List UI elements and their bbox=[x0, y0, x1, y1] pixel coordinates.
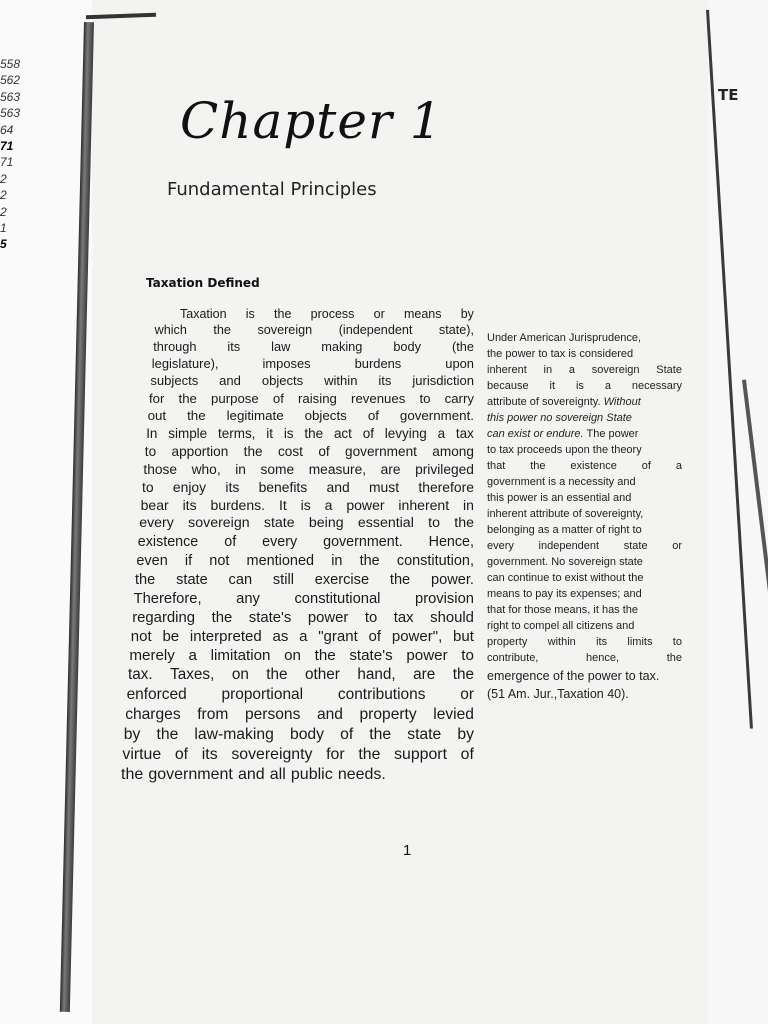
paragraph-word: not bbox=[130, 627, 152, 645]
paragraph-line bbox=[118, 513, 474, 531]
paragraph-word: (independent bbox=[338, 323, 413, 338]
side-note-text: The power bbox=[583, 428, 639, 440]
paragraph-word: legitimate bbox=[226, 408, 284, 424]
paragraph-word: virtue bbox=[122, 745, 162, 763]
side-note-text: this power is an essential and bbox=[487, 492, 632, 504]
side-note-line bbox=[487, 378, 682, 394]
paragraph-word: constitution, bbox=[396, 552, 474, 569]
paragraph-word: public bbox=[290, 766, 333, 784]
paragraph-word: government bbox=[345, 443, 417, 459]
paragraph-word: by bbox=[457, 725, 474, 743]
paragraph-word: are bbox=[413, 665, 436, 683]
paragraph-word: which bbox=[154, 323, 187, 338]
paragraph-word: in bbox=[463, 497, 474, 514]
side-note-text: inherent attribute of sovereignty, bbox=[487, 508, 644, 520]
side-note-text: right to compel all citizens and bbox=[487, 620, 635, 632]
top-rule bbox=[86, 13, 156, 19]
paragraph-word: of bbox=[362, 425, 374, 441]
paragraph-line bbox=[118, 664, 474, 684]
paragraph-word: purpose bbox=[211, 390, 259, 406]
paragraph-word: but bbox=[453, 627, 474, 645]
paragraph-word: limitation bbox=[210, 647, 271, 665]
paragraph-line bbox=[118, 724, 474, 744]
paragraph-word: simple bbox=[168, 425, 208, 441]
paragraph-line bbox=[118, 406, 474, 424]
paragraph-word: should bbox=[430, 609, 474, 626]
paragraph-word: interpreted bbox=[189, 627, 262, 645]
paragraph-word: In bbox=[146, 425, 158, 441]
side-note-text: inherent bbox=[487, 364, 527, 376]
side-note-text: to tax proceeds upon the theory bbox=[487, 444, 642, 456]
paragraph-word: law-making bbox=[194, 725, 274, 743]
paragraph-line bbox=[118, 704, 474, 724]
side-note-text: its bbox=[596, 636, 608, 648]
paragraph-word: Hence, bbox=[428, 533, 474, 550]
margin-fragment: 2 bbox=[0, 204, 7, 219]
paragraph-word: be bbox=[162, 627, 180, 645]
side-note-text: State bbox=[656, 364, 682, 376]
paragraph-word: privileged bbox=[415, 461, 474, 477]
paragraph-word: burdens bbox=[354, 356, 402, 372]
side-note-line bbox=[487, 522, 682, 538]
paragraph-word: its bbox=[201, 745, 218, 763]
paragraph-line bbox=[118, 459, 474, 477]
paragraph-word: a bbox=[299, 627, 308, 645]
paragraph-word: hand, bbox=[357, 665, 396, 683]
paragraph-word: a bbox=[324, 497, 333, 514]
paragraph-word: through bbox=[153, 339, 197, 355]
paragraph-word: to bbox=[461, 647, 474, 665]
side-note-text: hence, bbox=[586, 652, 620, 664]
side-note-text: existence bbox=[570, 460, 617, 472]
paragraph-word: apportion bbox=[171, 443, 229, 459]
paragraph-word: mentioned bbox=[246, 552, 315, 569]
side-note-text: a bbox=[604, 380, 611, 392]
paragraph-word: of bbox=[174, 745, 189, 763]
paragraph-word: or bbox=[460, 685, 474, 703]
paragraph-word: tax bbox=[393, 609, 414, 626]
side-note-line bbox=[487, 330, 682, 346]
paragraph-word: the bbox=[266, 665, 288, 683]
side-note-text: necessary bbox=[631, 380, 682, 392]
paragraph-word: making bbox=[321, 339, 363, 355]
paragraph-word: legislature), bbox=[151, 356, 219, 372]
paragraph-line bbox=[118, 645, 474, 664]
paragraph-word: the bbox=[211, 609, 233, 626]
side-note-text: to bbox=[672, 636, 682, 648]
paragraph-word: benefits bbox=[258, 478, 308, 495]
margin-fragment: 563 bbox=[0, 89, 21, 104]
side-note-text: that bbox=[487, 460, 506, 472]
paragraph-word: objects bbox=[304, 408, 347, 424]
side-note-line bbox=[487, 650, 682, 666]
paragraph-word: the bbox=[369, 725, 392, 743]
paragraph-word: among bbox=[432, 443, 474, 459]
paragraph-word: merely bbox=[129, 647, 175, 665]
paragraph-word: of bbox=[460, 745, 474, 763]
paragraph-word: power bbox=[307, 609, 349, 626]
paragraph-word: enjoy bbox=[172, 478, 207, 495]
paragraph-word: being bbox=[308, 515, 344, 532]
paragraph-word: the bbox=[187, 408, 206, 424]
paragraph-word: for bbox=[326, 745, 345, 763]
paragraph-word: on bbox=[284, 647, 301, 665]
paragraph-word: the bbox=[314, 647, 336, 665]
paragraph-word: Therefore, bbox=[133, 590, 202, 607]
main-paragraph bbox=[118, 304, 474, 784]
paragraph-word: sovereign bbox=[257, 323, 313, 338]
margin-fragment: 71 bbox=[0, 155, 14, 170]
paragraph-line bbox=[118, 588, 474, 607]
paragraph-word: on bbox=[231, 665, 249, 683]
side-note-text: means to pay its expenses; and bbox=[487, 588, 642, 600]
paragraph-word: charges bbox=[125, 705, 181, 723]
paragraph-line bbox=[118, 477, 474, 495]
paragraph-word: of bbox=[368, 627, 382, 645]
paragraph-line bbox=[118, 354, 474, 371]
paragraph-word: body bbox=[393, 339, 422, 355]
paragraph-line bbox=[118, 607, 474, 626]
paragraph-word: "grant bbox=[318, 627, 358, 645]
paragraph-word: provision bbox=[415, 590, 474, 607]
paragraph-line bbox=[118, 550, 474, 569]
paragraph-word: therefore bbox=[418, 478, 474, 495]
margin-fragment: 558 bbox=[0, 57, 21, 71]
paragraph-word: carry bbox=[444, 390, 474, 406]
side-note-text: emergence of the power to tax. bbox=[487, 669, 660, 683]
side-note-line bbox=[487, 442, 682, 458]
paragraph-word: levying bbox=[384, 425, 427, 441]
paragraph-word: to bbox=[142, 478, 154, 495]
paragraph-word: persons bbox=[244, 705, 301, 723]
margin-fragment: 562 bbox=[0, 73, 21, 88]
paragraph-word: jurisdiction bbox=[412, 373, 474, 389]
side-note-text: it bbox=[549, 380, 556, 392]
side-note-text: sovereign bbox=[591, 364, 640, 376]
paragraph-word: Taxes, bbox=[170, 665, 215, 683]
side-note-text: contribute, bbox=[487, 652, 539, 664]
side-note-text: a bbox=[675, 460, 682, 472]
paragraph-word: who, bbox=[191, 461, 221, 477]
side-note-text: the power to tax is considered bbox=[487, 348, 634, 360]
paragraph-word: of bbox=[318, 443, 330, 459]
paragraph-word: as bbox=[272, 627, 289, 645]
paragraph-word: for bbox=[149, 390, 165, 406]
paragraph-line bbox=[118, 626, 474, 645]
paragraph-line bbox=[118, 304, 474, 321]
side-note-text: Under American Jurisprudence, bbox=[487, 332, 642, 344]
paragraph-word: some bbox=[260, 461, 295, 477]
paragraph-word: exercise bbox=[314, 571, 370, 588]
paragraph-line bbox=[118, 569, 474, 588]
paragraph-word: proportional bbox=[221, 685, 304, 703]
side-note-line bbox=[487, 426, 682, 442]
paragraph-word: the bbox=[121, 766, 144, 784]
paragraph-word: must bbox=[368, 478, 400, 495]
paragraph-word: inherent bbox=[398, 497, 450, 514]
paragraph-word: act bbox=[333, 425, 352, 441]
side-note-text: limits bbox=[627, 636, 653, 648]
side-note-text: belonging as a matter of right to bbox=[487, 524, 642, 536]
paragraph-word: contributions bbox=[337, 685, 426, 703]
paragraph-line bbox=[118, 744, 474, 764]
paragraph-word: its bbox=[182, 497, 197, 514]
paragraph-word: every bbox=[139, 515, 174, 532]
paragraph-word: of bbox=[367, 408, 379, 424]
paragraph-word: support bbox=[394, 745, 447, 763]
paragraph-word: the bbox=[156, 725, 179, 743]
paragraph-word: in bbox=[331, 552, 343, 569]
side-note-line bbox=[487, 570, 682, 586]
side-note-line bbox=[487, 538, 682, 554]
paragraph-line bbox=[118, 388, 474, 405]
paragraph-word: it bbox=[266, 425, 273, 441]
paragraph-word: other bbox=[305, 665, 340, 683]
paragraph-line bbox=[118, 321, 474, 338]
side-note-line bbox=[487, 586, 682, 602]
section-heading: Taxation Defined bbox=[146, 276, 260, 290]
side-note-text: within bbox=[547, 636, 576, 648]
paragraph-word: bear bbox=[140, 497, 169, 514]
side-note-text: government is a necessity and bbox=[487, 476, 636, 488]
side-note bbox=[487, 330, 682, 702]
paragraph-word: still bbox=[272, 571, 294, 588]
paragraph-word: state), bbox=[438, 323, 474, 338]
margin-fragment: 5 bbox=[0, 237, 7, 252]
side-note-line bbox=[487, 602, 682, 618]
side-note-text: attribute of sovereignty. bbox=[487, 396, 604, 408]
paragraph-word: the bbox=[389, 571, 411, 588]
side-note-text: because bbox=[487, 380, 529, 392]
paragraph-word: body bbox=[289, 725, 325, 743]
paragraph-word: tax bbox=[455, 425, 474, 441]
paragraph-line bbox=[118, 441, 474, 459]
paragraph-word: government. bbox=[323, 533, 403, 550]
paragraph-word: process bbox=[310, 306, 355, 321]
paragraph-line bbox=[118, 495, 474, 513]
paragraph-word: or bbox=[373, 306, 385, 321]
paragraph-word: the bbox=[213, 323, 231, 338]
paragraph-word: and bbox=[237, 766, 265, 784]
side-note-line bbox=[487, 346, 682, 362]
chapter-subtitle: Fundamental Principles bbox=[167, 179, 377, 200]
paragraph-word: the bbox=[274, 306, 292, 321]
paragraph-line bbox=[118, 764, 474, 784]
paragraph-word: regarding bbox=[132, 609, 196, 626]
side-note-line bbox=[487, 618, 682, 634]
paragraph-word: government bbox=[148, 766, 233, 784]
paragraph-word: law bbox=[271, 339, 291, 355]
paragraph-word: Taxation bbox=[180, 306, 227, 321]
paragraph-word: revenues bbox=[351, 390, 406, 406]
paragraph-word: if bbox=[184, 552, 193, 569]
margin-fragment: 2 bbox=[0, 171, 7, 186]
paragraph-word: all bbox=[269, 766, 286, 784]
paragraph-word: sovereignty bbox=[231, 745, 313, 763]
paragraph-word: property bbox=[359, 705, 417, 723]
paragraph-word: even bbox=[136, 552, 168, 569]
paragraph-word: within bbox=[324, 373, 358, 389]
paragraph-word: of bbox=[272, 390, 284, 406]
paragraph-word: cost bbox=[277, 443, 303, 459]
side-note-text: that for those means, it has the bbox=[487, 604, 639, 616]
paragraph-line bbox=[118, 531, 474, 550]
side-note-line bbox=[487, 362, 682, 378]
paragraph-word: measure, bbox=[308, 461, 367, 477]
paragraph-word: government. bbox=[399, 408, 474, 424]
margin-fragment: 563 bbox=[0, 106, 21, 121]
paragraph-word: of bbox=[224, 533, 237, 550]
side-note-text: state bbox=[623, 540, 648, 552]
side-note-line bbox=[487, 394, 682, 410]
margin-fragment: 71 bbox=[0, 139, 14, 154]
paragraph-word: constitutional bbox=[294, 590, 381, 607]
paragraph-word: any bbox=[236, 590, 260, 607]
paragraph-word: from bbox=[197, 705, 229, 723]
paragraph-word: and bbox=[316, 705, 343, 723]
paragraph-word: means bbox=[403, 306, 442, 321]
side-note-text: can exist or endure. bbox=[487, 428, 584, 440]
side-note-text: a bbox=[568, 364, 576, 376]
paragraph-word: raising bbox=[298, 390, 337, 406]
side-note-text: or bbox=[672, 540, 682, 552]
side-note-text: is bbox=[575, 380, 584, 392]
paragraph-line bbox=[118, 371, 474, 388]
side-note-text: Without bbox=[603, 396, 641, 408]
paragraph-word: enforced bbox=[126, 685, 187, 703]
paragraph-word: (the bbox=[451, 339, 474, 355]
paragraph-word: the bbox=[452, 665, 474, 683]
paragraph-word: is bbox=[245, 306, 255, 321]
paragraph-word: to bbox=[144, 443, 157, 459]
side-note-line bbox=[487, 458, 682, 474]
side-note-line bbox=[487, 684, 682, 702]
page-number: 1 bbox=[403, 842, 412, 859]
side-note-line bbox=[487, 474, 682, 490]
paragraph-word: subjects bbox=[150, 373, 199, 389]
paragraph-line bbox=[118, 684, 474, 704]
paragraph-word: every bbox=[262, 533, 298, 550]
side-note-text: the bbox=[666, 652, 682, 664]
paragraph-line bbox=[118, 337, 474, 354]
paragraph-word: It bbox=[278, 497, 287, 514]
paragraph-word: the bbox=[454, 515, 474, 532]
paragraph-word: out bbox=[147, 408, 167, 424]
paragraph-word: to bbox=[364, 609, 378, 626]
side-note-line bbox=[487, 506, 682, 522]
paragraph-word: power. bbox=[430, 571, 474, 588]
paragraph-word: sovereign bbox=[188, 515, 250, 532]
paragraph-word: terms, bbox=[218, 425, 256, 441]
adjacent-page-fragment: TE bbox=[718, 86, 739, 104]
paragraph-word: the bbox=[135, 571, 156, 588]
paragraph-word: imposes bbox=[262, 356, 311, 372]
side-note-text: this power no sovereign State bbox=[487, 412, 632, 424]
paragraph-word: needs. bbox=[337, 766, 386, 784]
paragraph-word: is bbox=[283, 425, 294, 441]
paragraph-word: state bbox=[176, 571, 208, 588]
paragraph-word: by bbox=[460, 306, 474, 321]
paragraph-word: the bbox=[304, 425, 324, 441]
side-note-line bbox=[487, 490, 682, 506]
paragraph-word: the bbox=[243, 443, 263, 459]
paragraph-word: of bbox=[340, 725, 354, 743]
side-note-line bbox=[487, 634, 682, 650]
paragraph-word: a bbox=[437, 425, 446, 441]
previous-page-fragments bbox=[0, 56, 30, 253]
side-note-text: independent bbox=[538, 540, 600, 552]
paragraph-word: not bbox=[209, 552, 230, 569]
paragraph-word: its bbox=[225, 478, 240, 495]
side-note-text: can continue to exist without the bbox=[487, 572, 644, 584]
side-note-text: every bbox=[487, 540, 514, 552]
paragraph-word: power", bbox=[391, 627, 443, 645]
paragraph-word: a bbox=[188, 647, 197, 665]
paragraph-word: the bbox=[178, 390, 197, 406]
paragraph-word: its bbox=[378, 373, 392, 389]
paragraph-word: and bbox=[326, 478, 350, 495]
paragraph-word: tax. bbox=[128, 665, 153, 683]
margin-fragment: 2 bbox=[0, 188, 7, 203]
paragraph-word: and bbox=[219, 373, 241, 389]
margin-fragment: 64 bbox=[0, 122, 14, 137]
side-note-line bbox=[487, 666, 682, 684]
paragraph-word: existence bbox=[137, 533, 199, 550]
paragraph-word: by bbox=[123, 725, 141, 743]
margin-fragment: 1 bbox=[0, 221, 7, 236]
paragraph-word: its bbox=[227, 339, 241, 355]
side-note-line bbox=[487, 410, 682, 426]
paragraph-word: to bbox=[428, 515, 440, 532]
side-note-line bbox=[487, 554, 682, 570]
paragraph-word: state's bbox=[248, 609, 292, 626]
paragraph-word: are bbox=[380, 461, 401, 477]
side-note-text: property bbox=[487, 636, 528, 648]
paragraph-word: state bbox=[407, 725, 442, 743]
paragraph-word: objects bbox=[261, 373, 304, 389]
side-note-text: (51 Am. Jur.,Taxation 40). bbox=[487, 687, 629, 701]
paragraph-word: the bbox=[358, 745, 381, 763]
paragraph-word: state bbox=[263, 515, 295, 532]
paragraph-word: power bbox=[406, 647, 448, 665]
paragraph-word: upon bbox=[445, 356, 474, 372]
paragraph-word: burdens. bbox=[210, 497, 266, 514]
chapter-title: Chapter 1 bbox=[180, 92, 443, 150]
paragraph-word: those bbox=[143, 461, 178, 477]
side-note-text: government. No sovereign state bbox=[487, 556, 643, 568]
paragraph-word: in bbox=[235, 461, 246, 477]
paragraph-word: levied bbox=[433, 705, 474, 723]
paragraph-word: the bbox=[359, 552, 380, 569]
side-note-text: of bbox=[641, 460, 651, 472]
paragraph-word: to bbox=[419, 390, 431, 406]
paragraph-line bbox=[118, 423, 474, 441]
side-note-text: the bbox=[530, 460, 546, 472]
paragraph-word: essential bbox=[357, 515, 414, 532]
paragraph-word: can bbox=[228, 571, 253, 588]
paragraph-word: is bbox=[300, 497, 311, 514]
side-note-text: in bbox=[543, 364, 553, 376]
paragraph-word: state's bbox=[349, 647, 393, 665]
paragraph-word: power bbox=[346, 497, 385, 514]
